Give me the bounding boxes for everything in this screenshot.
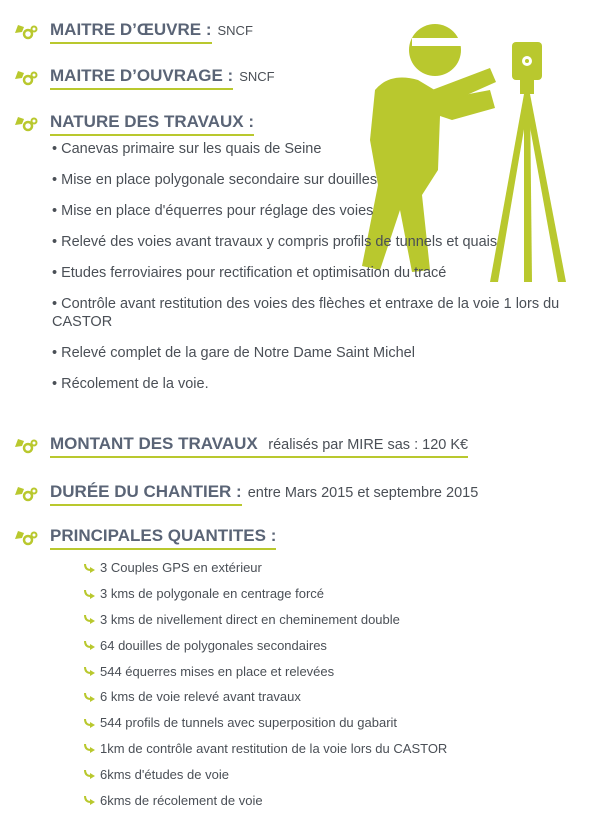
curved-arrow-icon bbox=[84, 666, 96, 676]
quantite-text: 544 équerres mises en place et relevées bbox=[100, 663, 335, 679]
montant-travaux-value: réalisés par MIRE sas : 120 K€ bbox=[268, 437, 469, 453]
list-item: • Récolement de la voie. bbox=[52, 375, 592, 393]
list-item: • Contrôle avant restitution des voies des flèches et entraxe de la voie 1 lors du CASTOR bbox=[52, 295, 592, 331]
curved-arrow-icon bbox=[84, 743, 96, 753]
gears-icon bbox=[14, 69, 38, 87]
quantite-text: 6kms d'études de voie bbox=[100, 766, 229, 782]
quantite-text: 6 kms de voie relevé avant travaux bbox=[100, 689, 301, 705]
gears-icon bbox=[14, 485, 38, 503]
list-item: • Mise en place d'équerres pour réglage des voies bbox=[52, 202, 592, 220]
list-item: • Etudes ferroviaires pour rectification et optimisation du tracé bbox=[52, 264, 592, 282]
list-item: • Relevé complet de la gare de Notre Dame Saint Michel bbox=[52, 344, 592, 362]
quantite-text: 3 Couples GPS en extérieur bbox=[100, 560, 262, 576]
maitre-oeuvre-value: SNCF bbox=[217, 23, 253, 38]
curved-arrow-icon bbox=[84, 795, 96, 805]
duree-chantier-row bbox=[14, 482, 478, 506]
curved-arrow-icon bbox=[84, 640, 96, 650]
nature-travaux-list bbox=[52, 140, 592, 393]
gears-icon bbox=[14, 529, 38, 547]
maitre-ouvrage-row bbox=[14, 66, 275, 90]
quantite-text: 3 kms de polygonale en centrage forcé bbox=[100, 586, 325, 602]
gears-icon bbox=[14, 437, 38, 455]
list-item bbox=[84, 607, 447, 633]
maitre-ouvrage-label: MAITRE D’OUVRAGE : bbox=[50, 66, 233, 90]
list-item bbox=[84, 658, 447, 684]
quantite-text: 3 kms de nivellement direct en cheminement double bbox=[100, 611, 400, 627]
list-item bbox=[84, 684, 447, 710]
principales-quantites-list bbox=[84, 555, 447, 813]
nature-travaux-label: NATURE DES TRAVAUX : bbox=[50, 112, 254, 136]
list-item: • Relevé des voies avant travaux y compris profils de tunnels et quais bbox=[52, 233, 592, 251]
list-item: • Canevas primaire sur les quais de Seine bbox=[52, 140, 592, 158]
list-item bbox=[84, 761, 447, 787]
quantite-text: 544 profils de tunnels avec superposition du gabarit bbox=[100, 715, 398, 731]
curved-arrow-icon bbox=[84, 614, 96, 624]
principales-quantites-row bbox=[14, 526, 276, 550]
montant-travaux-heading bbox=[50, 434, 468, 458]
quantite-text: 64 douilles de polygonales secondaires bbox=[100, 637, 327, 653]
curved-arrow-icon bbox=[84, 718, 96, 728]
curved-arrow-icon bbox=[84, 563, 96, 573]
curved-arrow-icon bbox=[84, 769, 96, 779]
curved-arrow-icon bbox=[84, 692, 96, 702]
curved-arrow-icon bbox=[84, 589, 96, 599]
principales-quantites-label: PRINCIPALES QUANTITES : bbox=[50, 526, 276, 550]
list-item bbox=[84, 787, 447, 813]
nature-travaux-row bbox=[14, 112, 254, 136]
maitre-ouvrage-value: SNCF bbox=[239, 69, 275, 84]
gears-icon bbox=[14, 23, 38, 41]
montant-travaux-row bbox=[14, 434, 468, 458]
list-item bbox=[84, 555, 447, 581]
quantite-text: 6kms de récolement de voie bbox=[100, 792, 263, 808]
maitre-oeuvre-row bbox=[14, 20, 253, 44]
quantite-text: 1km de contrôle avant restitution de la voie lors du CASTOR bbox=[100, 740, 448, 756]
montant-travaux-label: MONTANT DES TRAVAUX bbox=[50, 434, 258, 453]
maitre-oeuvre-label: MAITRE D’ŒUVRE : bbox=[50, 20, 212, 44]
list-item bbox=[84, 736, 447, 762]
list-item bbox=[84, 632, 447, 658]
list-item: • Mise en place polygonale secondaire sur douilles bbox=[52, 171, 592, 189]
duree-chantier-value: entre Mars 2015 et septembre 2015 bbox=[247, 485, 479, 501]
list-item bbox=[84, 710, 447, 736]
gears-icon bbox=[14, 115, 38, 133]
list-item bbox=[84, 581, 447, 607]
duree-chantier-label: DURÉE DU CHANTIER : bbox=[50, 482, 242, 506]
